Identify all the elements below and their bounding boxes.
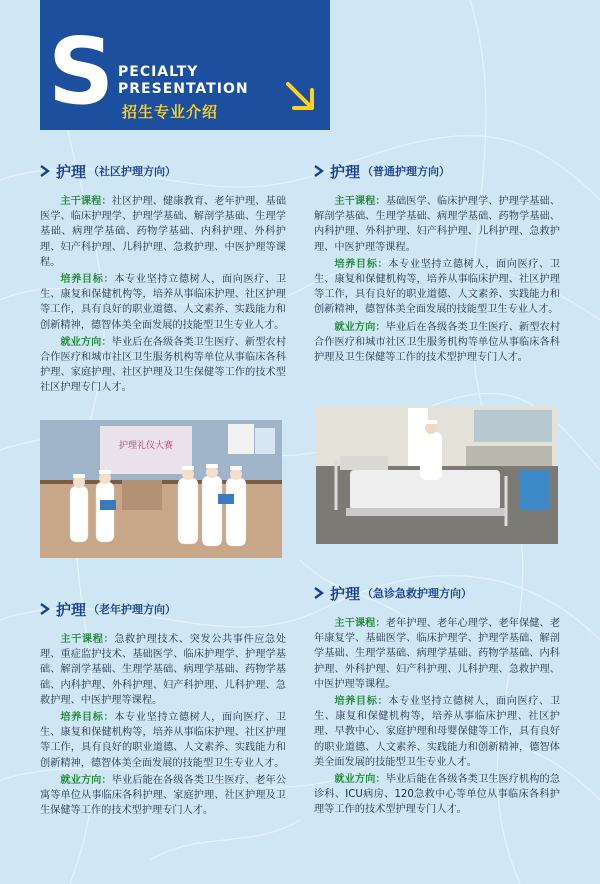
courses-label: 主干课程： <box>60 196 112 207</box>
goal-label: 培养目标： <box>334 258 389 270</box>
photo-illustration <box>316 406 558 544</box>
header-banner <box>40 0 330 130</box>
courses-text: 急救护理技术、突发公共事件应急处理、重症监护技术、基础医学、临床护理学、护理学基础、解剖学基础、生理学基础、病理学基础、药物学基础、内科护理、外科护理、妇产科护理、儿科护理、急救护理、中医护理等课程。 <box>40 634 287 706</box>
chevron-right-icon <box>40 165 50 177</box>
header-english-line2: PRESENTATION <box>118 81 249 97</box>
section-community-nursing <box>40 160 286 398</box>
goal-text: 本专业坚持立德树人，面向医疗、卫生、康复和保健机构等，培养从事临床护理、社区护理、早教中心、家庭护理和母婴保健等工作，具有良好的职业道德、人文素养、实践能力和创新精神，德智体美全面发展的技能型卫生专业人才。 <box>314 696 561 768</box>
courses-label: 主干课程： <box>334 618 386 629</box>
employment-label: 就业方向： <box>60 774 112 786</box>
employment-paragraph <box>40 773 286 819</box>
courses-text: 社区护理、健康教育、老年护理、基础医学、临床护理学、护理学基础、解剖学基础、生理学基础、病理学基础、药物学基础、内科护理、外科护理、妇产科护理、儿科护理、急救护理、中医护理等课程。 <box>40 196 287 268</box>
section-elderly-nursing <box>40 598 286 820</box>
courses-paragraph <box>40 632 286 708</box>
section-title-main: 护理 <box>330 584 361 603</box>
employment-text: 毕业后在各级各类卫生医疗、新型农村合作医疗和城市社区卫生服务机构等单位从事临床各科护理、家庭护理、社区护理及卫生保健等工作的技术型社区护理专门人才。 <box>40 336 287 394</box>
goal-label: 培养目标： <box>60 712 115 724</box>
employment-paragraph <box>40 335 286 396</box>
goal-paragraph <box>40 710 286 771</box>
goal-label: 培养目标： <box>334 696 389 708</box>
chevron-right-icon <box>314 587 324 599</box>
courses-text: 基础医学、临床护理学、护理学基础、解剖学基础、生理学基础、病理学基础、药物学基础、内科护理、外科护理、妇产科护理、儿科护理、急救护理、中医护理等课程。 <box>314 196 561 253</box>
employment-text: 毕业后在各级各类卫生医疗、新型农村合作医疗和城市社区卫生服务机构等单位从事临床各科护理及卫生保健等工作的技术型护理专门人才。 <box>314 321 561 364</box>
employment-text: 毕业后能在各级各类卫生医疗机构的急诊科、ICU病房、120急救中心等单位从事临床各科护理等工作的技术型护理专门人才。 <box>314 774 561 816</box>
courses-paragraph <box>314 194 560 255</box>
employment-paragraph <box>314 320 560 366</box>
courses-paragraph <box>314 616 560 692</box>
goal-text: 本专业坚持立德树人，面向医疗、卫生、康复和保健机构等，培养从事临床护理、社区护理等工作，具有良好的职业道德、人文素养、实践能力和创新精神，德智体美全面发展的技能型卫生专业人才。 <box>40 274 287 331</box>
section-title-main: 护理 <box>56 162 87 181</box>
section-title <box>40 598 286 620</box>
section-emergency-nursing <box>314 582 560 820</box>
nursing-bed-practice-photo <box>316 406 558 544</box>
header-chinese-title: 招生专业介绍 <box>122 103 219 121</box>
contest-screen-text: 护理礼仪大赛 <box>118 441 174 451</box>
arrow-down-right-icon <box>284 80 318 114</box>
goal-paragraph <box>314 257 560 318</box>
section-title-sub: （急诊急救护理方向） <box>362 587 473 600</box>
goal-text: 本专业坚持立德树人，面向医疗、卫生、康复和保健机构等，培养从事临床护理、社区护理等工作，具有良好的职业道德、人文素养、实践能力和创新精神，德智体美全面发展的技能型卫生专业人才。 <box>314 258 561 316</box>
employment-label: 就业方向： <box>60 336 112 348</box>
goal-paragraph <box>40 272 286 333</box>
section-title-sub: （社区护理方向） <box>88 165 177 178</box>
header-big-letter: S <box>48 18 115 125</box>
section-title-main: 护理 <box>56 600 87 619</box>
goal-label: 培养目标： <box>60 274 115 286</box>
courses-paragraph <box>40 194 286 270</box>
chevron-right-icon <box>314 165 324 177</box>
employment-label: 就业方向： <box>334 774 386 786</box>
goal-text: 本专业坚持立德树人，面向医疗、卫生、康复和保健机构等，培养从事临床护理、社区护理等工作，具有良好的职业道德、人文素养、实践能力和创新精神，德智体美全面发展的技能型卫生专业人才。 <box>40 712 287 769</box>
section-general-nursing <box>314 160 560 367</box>
courses-text: 老年护理、老年心理学、老年保健、老年康复学、基础医学、临床护理学、护理学基础、解剖学基础、生理学基础、病理学基础、药物学基础、内科护理、外科护理、妇产科护理、儿科护理、急救护理、中医护理等课程。 <box>314 618 561 690</box>
section-title-sub: （老年护理方向） <box>88 603 177 616</box>
section-title <box>314 582 560 604</box>
header-english-line1: PECIALTY <box>118 64 199 80</box>
section-title-sub: （普通护理方向） <box>362 165 451 178</box>
nursing-etiquette-contest-photo <box>40 420 282 558</box>
section-title-main: 护理 <box>330 162 361 181</box>
employment-text: 毕业后能在各级各类卫生医疗、老年公寓等单位从事临床各科护理、家庭护理、社区护理及卫生保健等工作的技术型护理专门人才。 <box>40 774 287 817</box>
section-title <box>40 160 286 182</box>
courses-label: 主干课程： <box>334 196 386 207</box>
chevron-right-icon <box>40 603 50 615</box>
employment-label: 就业方向： <box>334 321 386 333</box>
employment-paragraph <box>314 772 560 818</box>
photo-illustration <box>40 420 282 558</box>
section-title <box>314 160 560 182</box>
goal-paragraph <box>314 694 560 770</box>
courses-label: 主干课程： <box>60 634 115 645</box>
